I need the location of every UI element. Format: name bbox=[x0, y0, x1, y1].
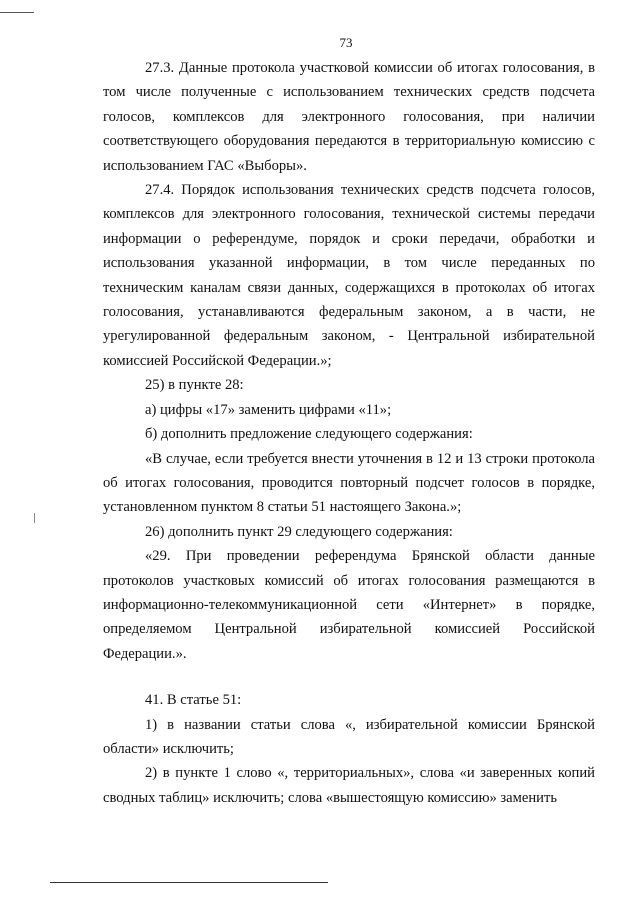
paragraph-subitem-b: б) дополнить предложение следующего содержания: bbox=[145, 426, 473, 443]
paragraph-subitem-1: 1) в названии статьи слова «, избирательной комиссии Брянской области» исключить; bbox=[103, 716, 595, 757]
page-number: 73 bbox=[339, 35, 353, 50]
paragraph-quoted-29: «29. При проведении референдума Брянской области данные протоколов участковых комиссий об итогах голосования размещаются в информационно-телекоммуникационной сети «Интернет» в порядке, определяемом Центральной избирательной комиссией Российской Федерации.». bbox=[103, 548, 595, 662]
footer-rule bbox=[50, 882, 328, 883]
paragraph-27-4: 27.4. Порядок использования технических средств подсчета голосов, комплексов для электронного голосования, технической системы передачи информации о референдуме, порядок и сроки передачи, обработки и использования указанной информации, в том числе переданных по техническим каналам связи данных, содержащихся в протоколах об итогах голосования, устанавливаются федеральным законом, а в части, не урегулированной федеральным законом, - Центральной избирательной комиссией Российской Федерации.»; bbox=[103, 182, 595, 369]
paragraph-27-3: 27.3. Данные протокола участковой комиссии об итогах голосования, в том числе полученные с использованием технических средств подсчета голосов, комплексов для электронного голосования, при наличии соответствующего оборудования передаются в территориальную комиссию с использованием ГАС «Выборы». bbox=[103, 60, 595, 174]
paragraph-item-41: 41. В статье 51: bbox=[145, 692, 242, 709]
section-gap bbox=[103, 666, 595, 688]
scan-artifact-mark bbox=[34, 513, 35, 523]
paragraph-item-26: 26) дополнить пункт 29 следующего содержания: bbox=[145, 523, 453, 540]
paragraph-item-25: 25) в пункте 28: bbox=[145, 377, 244, 394]
document-body bbox=[103, 56, 595, 810]
paragraph-subitem-2: 2) в пункте 1 слово «, территориальных», слова «и заверенных копий сводных таблиц» исключить; слова «вышестоящую комиссию» заменить bbox=[103, 765, 595, 806]
paragraph-quoted-addition: «В случае, если требуется внести уточнения в 12 и 13 строки протокола об итогах голосования, проводится повторный подсчет голосов в порядке, установленном пунктом 8 статьи 51 настоящего Закона.»; bbox=[103, 450, 595, 516]
scan-artifact-line bbox=[0, 12, 34, 13]
paragraph-subitem-a: а) цифры «17» заменить цифрами «11»; bbox=[145, 401, 392, 418]
